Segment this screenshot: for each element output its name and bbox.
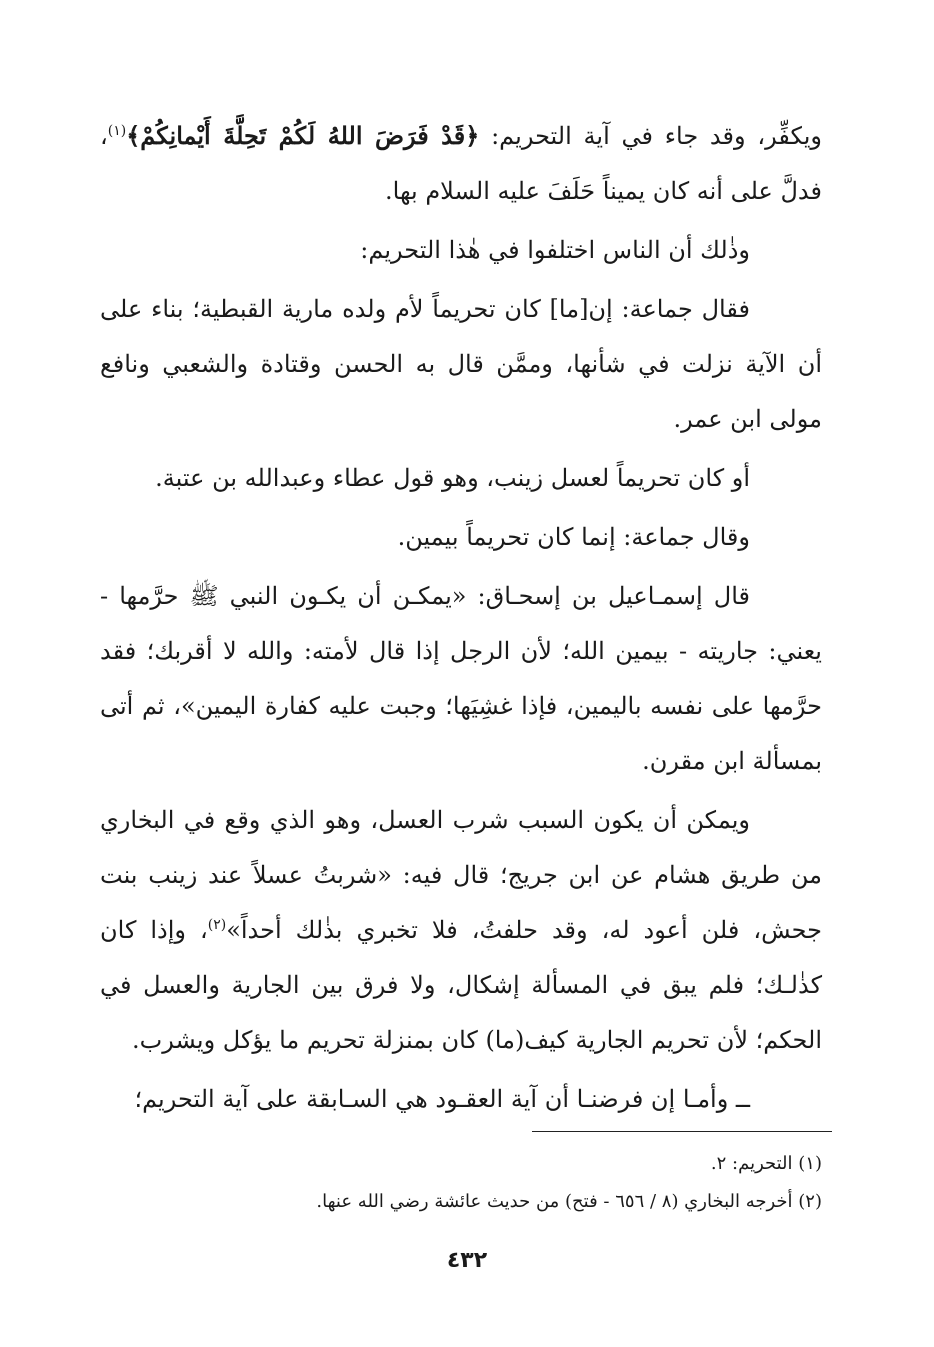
footnote-1: (١) التحريم: ٢.	[710, 1153, 822, 1174]
paragraph-mariya: فقال جماعة: إن[ما] كان تحريماً لأم ولده مارية القبطية؛ بناء على أن الآية نزلت في شأنها، وممَّن قال به الحسن وقتادة والشعبي ونافع مولى ابن عمر.	[100, 295, 822, 433]
footnote-divider	[532, 1131, 832, 1132]
paragraph-text: ويكفِّر، وقد جاء في آية التحريم:	[479, 122, 823, 150]
paragraph-disagreement: وذٰلك أن الناس اختلفوا في هٰذا التحريم:	[360, 236, 750, 264]
paragraph-uqud: ــ وأمـا إن فرضنـا أن آية العقـود هي السـابقة على آية التحريم؛	[134, 1085, 750, 1113]
footnote-2: (٢) أخرجه البخاري (٨ / ٦٥٦ - فتح) من حديث عائشة رضي الله عنها.	[316, 1191, 822, 1212]
paragraph-text: ويمكن أن يكون السبب شرب العسل، وهو الذي وقع في البخاري من طريق هشام عن ابن جريج؛ قال فيه: «شربتُ عسلاً عند زينب بنت جحش، فلن أعود له، وقد حلفتُ، فلا تخبري بذٰلك أحداً»	[100, 806, 822, 944]
paragraph-honey: أو كان تحريماً لعسل زينب، وهو قول عطاء وعبدالله بن عتبة.	[155, 464, 750, 492]
paragraph-oath: وقال جماعة: إنما كان تحريماً بيمين.	[397, 523, 750, 551]
footnote-ref-1: (١)	[107, 123, 127, 139]
footnote-ref-2: (٢)	[207, 917, 227, 933]
paragraph-text: ، فدلَّ على أنه كان يميناً حَلَفَ عليه السلام بها.	[100, 122, 822, 205]
paragraph-text: ، وإذا كان كذٰلـك؛ فلم يبق في المسألة إشكال، ولا فرق بين الجارية والعسل في الحكم؛ لأن تحريم الجارية كيف(ما) كان بمنزلة تحريم ما يؤكل ويشرب.	[100, 916, 822, 1054]
footnotes	[182, 1145, 822, 1221]
paragraph-ismail-quote: قال إسمـاعيل بن إسحـاق: «يمكـن أن يكـون النبي ﷺ حرَّمها - يعني: جاريته - بيمين الله؛ لأن الرجل إذا قال لأمته: والله لا أقربك؛ فقد حرَّمها على نفسه باليمين، فإذا غشِيَها؛ وجبت عليه كفارة اليمين»، ثم أتى بمسألة ابن مقرن.	[100, 582, 822, 775]
quran-verse: ﴿قَدْ فَرَضَ اللهُ لَكُمْ تَحِلَّةَ أَيْمانِكُمْ﴾	[126, 121, 480, 150]
main-text	[100, 108, 822, 1308]
paragraph-bukhari	[100, 793, 822, 1068]
page-number: ٤٣٢	[446, 1248, 488, 1273]
paragraph-quran-verse	[100, 108, 822, 219]
